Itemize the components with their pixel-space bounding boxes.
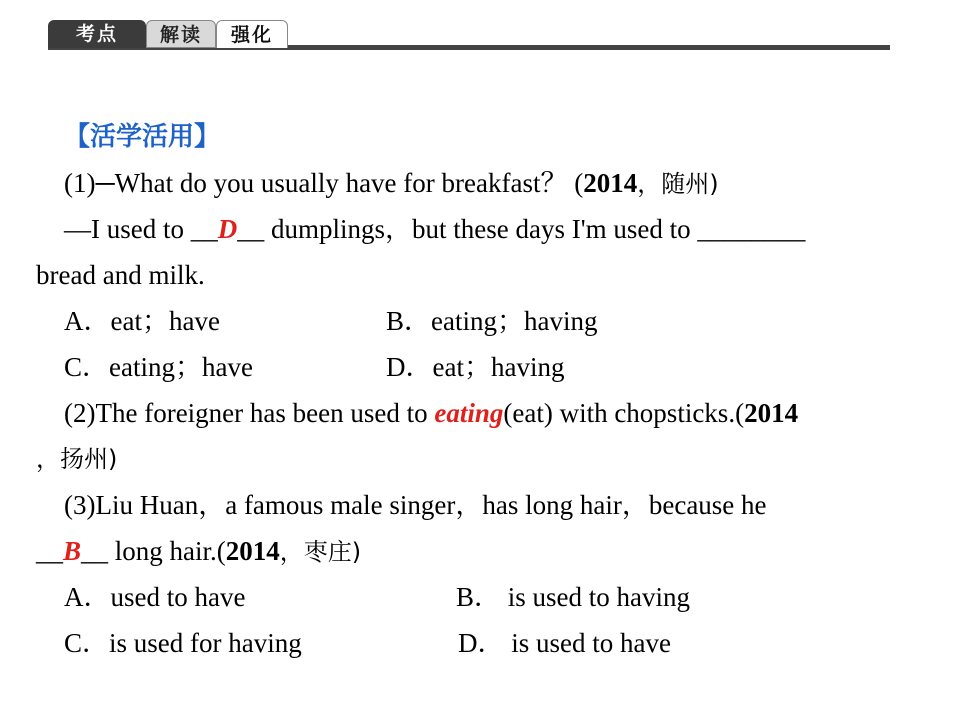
q3-source: ，枣庄) [279, 538, 362, 566]
tab-bar [48, 20, 890, 50]
q3-option-a: A．used to have [64, 582, 246, 612]
q2-line1-rest: (eat) with chopsticks.( [503, 398, 745, 428]
q3-line1: (3)Liu Huan，a famous male singer，has long hair，because he [64, 490, 767, 520]
q1-line2-text: —I used to __ [64, 214, 218, 244]
q2-answer: eating [434, 398, 504, 428]
q3-option-c: C．is used for having [64, 628, 302, 658]
q3-line2-blank: __ [36, 536, 63, 566]
q3-option-b: B． is used to having [456, 582, 690, 612]
q3-line2-text: __ long hair.( [81, 536, 226, 566]
q3-line2 [36, 534, 361, 569]
q1-line1-text: (1)─What do you usually have for breakfast？ ( [64, 168, 584, 198]
q1-line2-rest: __ dumplings，but these days I'm used to ________ [237, 214, 806, 244]
q1-option-c: C．eating；have [64, 352, 253, 382]
q3-year: 2014 [225, 536, 280, 566]
q2-line1-text: (2)The foreigner has been used to [64, 398, 435, 428]
q3-answer: B [63, 536, 82, 566]
q1-line1 [64, 166, 719, 201]
q1-source: ，随州) [637, 170, 719, 198]
q1-option-b: B．eating；having [386, 306, 598, 336]
q2-line1 [64, 396, 798, 430]
q2-source: ，扬州) [36, 445, 118, 473]
q1-year: 2014 [583, 168, 638, 198]
q3-option-d: D． is used to have [458, 628, 671, 658]
q1-line2 [64, 212, 805, 246]
section-heading: 【活学活用】 [64, 122, 221, 152]
q2-year: 2014 [744, 398, 799, 428]
q1-line3: bread and milk. [36, 260, 205, 290]
q1-answer: D [217, 214, 238, 244]
tab-underline [286, 45, 890, 50]
q1-option-a: A．eat；have [64, 306, 220, 336]
q1-option-d: D．eat；having [386, 352, 565, 382]
tab-jiedu[interactable]: 解读 [146, 20, 216, 48]
tab-kaodian[interactable]: 考点 [48, 20, 146, 48]
tab-qianghua[interactable]: 强化 [216, 20, 288, 48]
